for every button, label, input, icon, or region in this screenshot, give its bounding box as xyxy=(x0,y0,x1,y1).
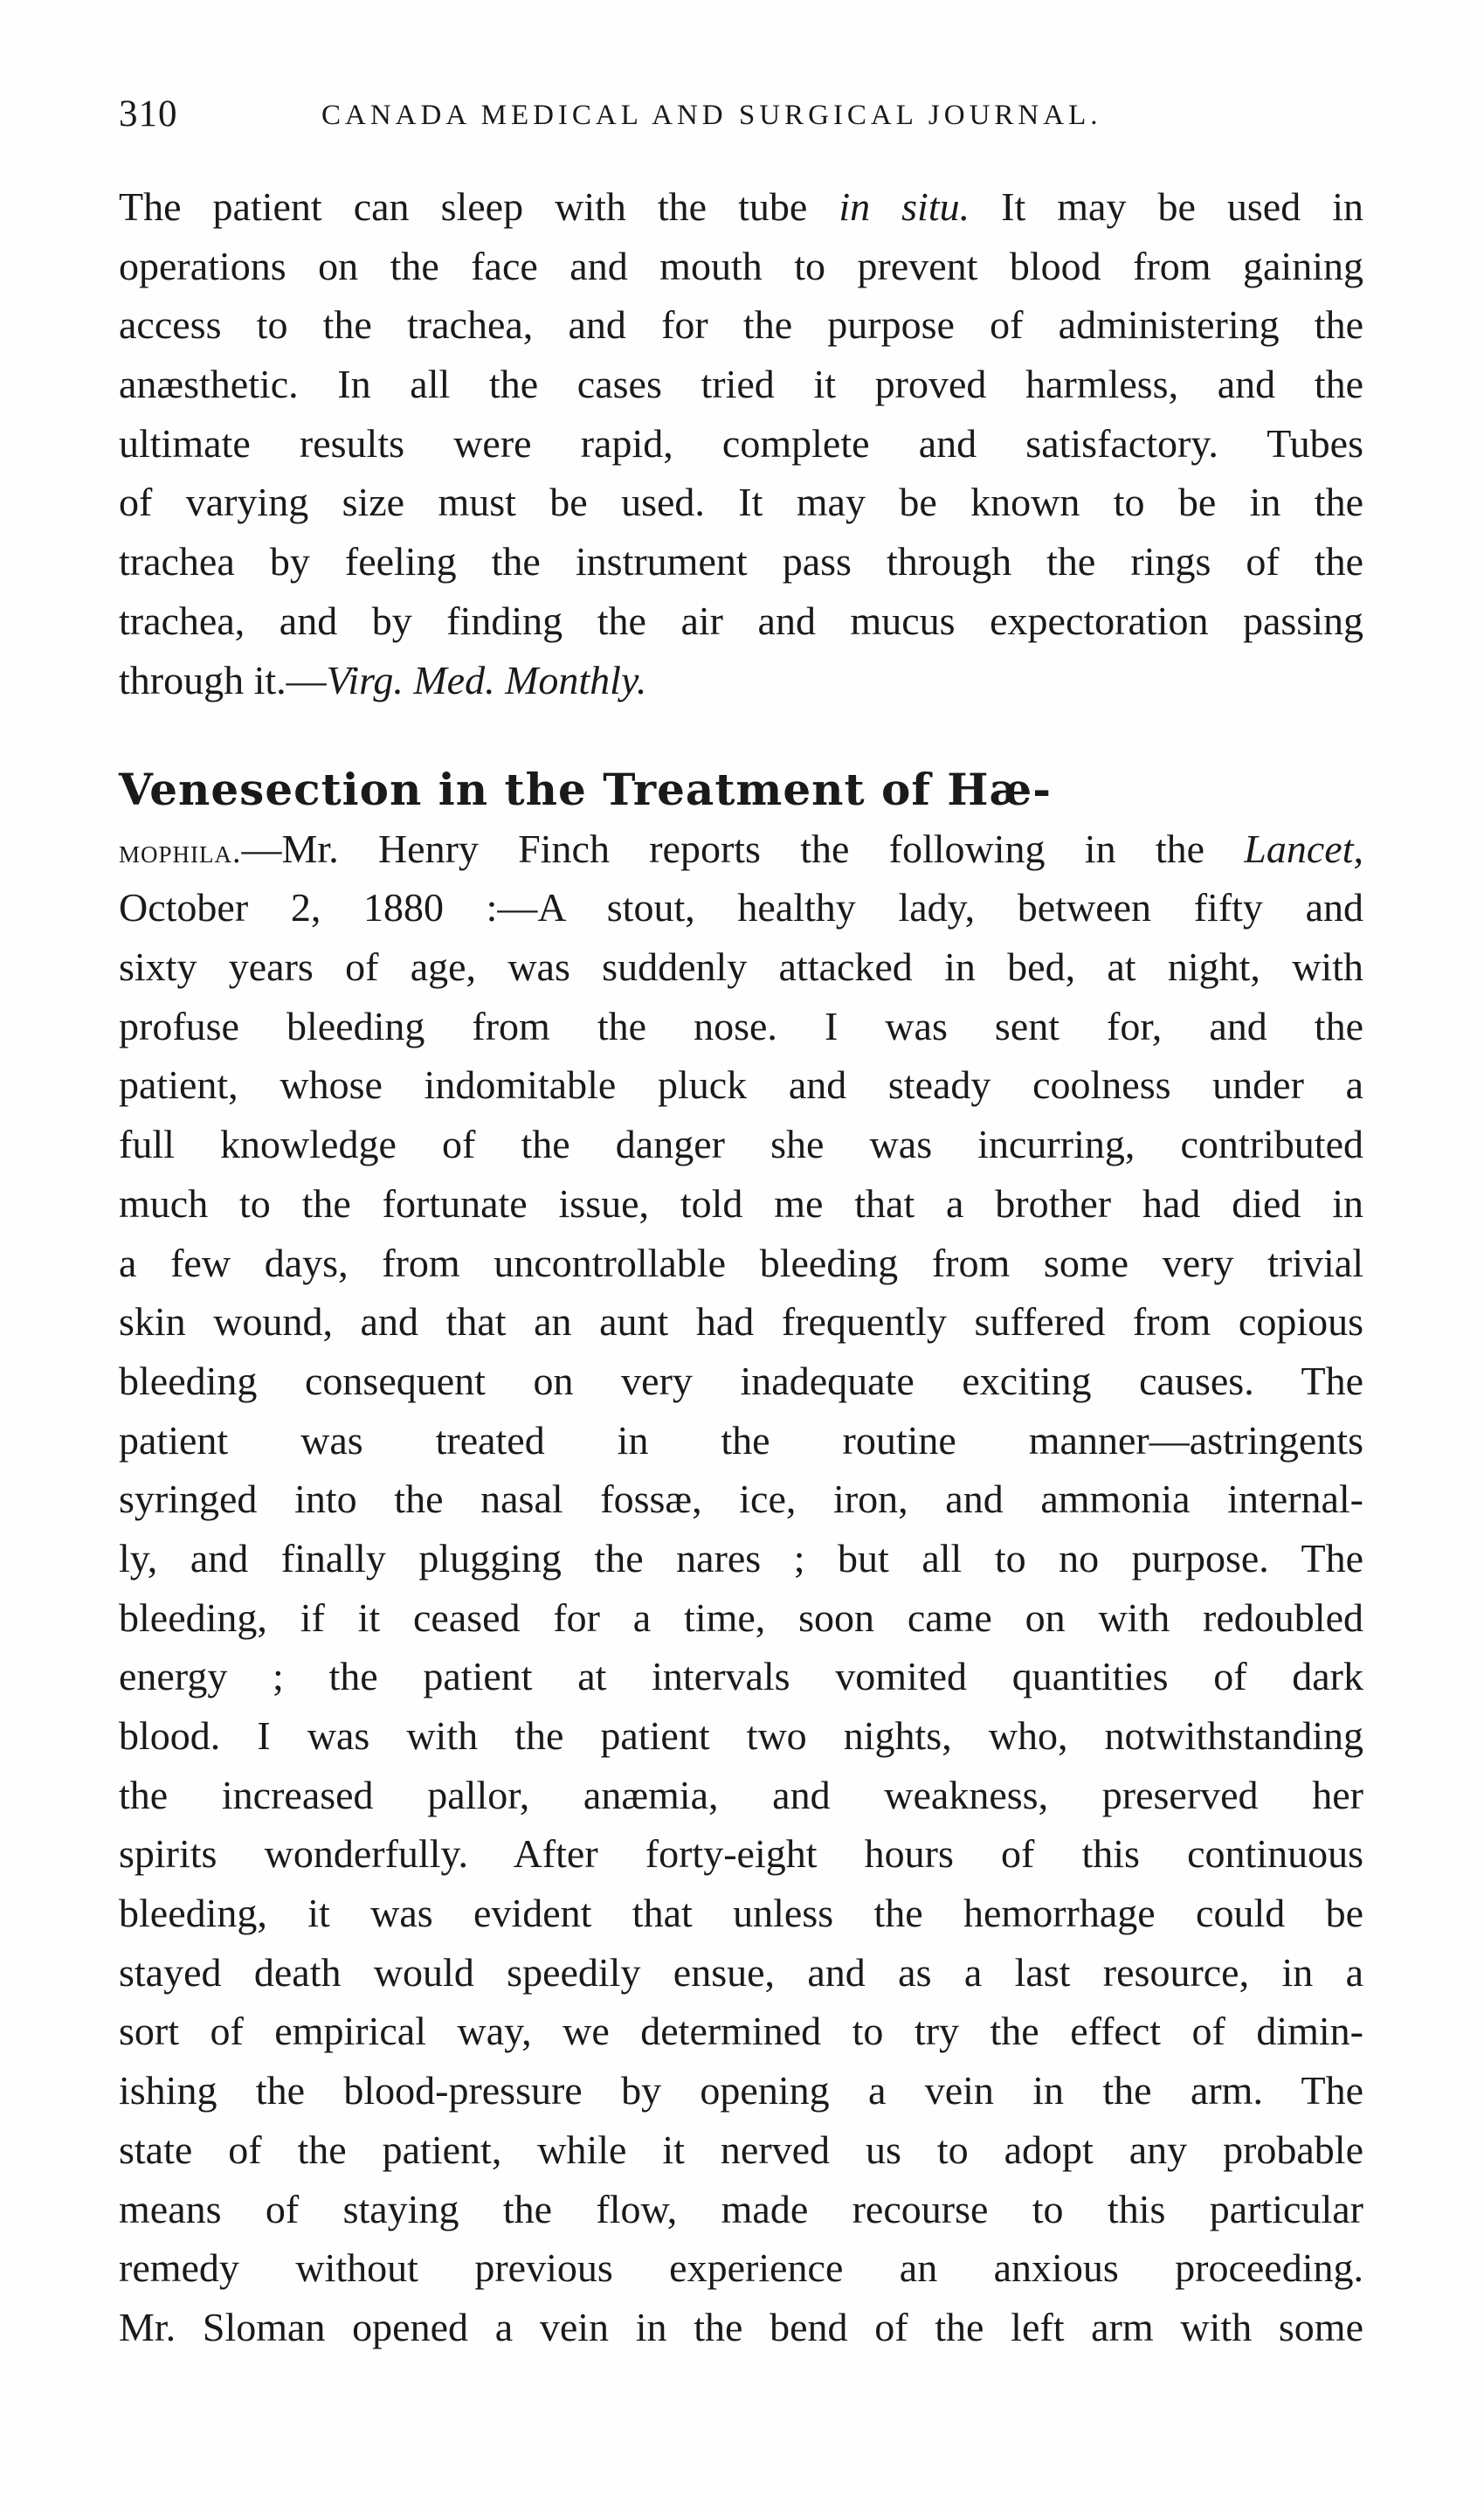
text-line: trachea by feeling the instrument pass through the rings of the xyxy=(119,539,1363,585)
text-line: mophila.—Mr. Henry Finch reports the following in the Lancet, xyxy=(119,826,1363,871)
text-line: anæsthetic. In all the cases tried it proved harmless, and the xyxy=(119,362,1363,407)
text-line: sixty years of age, was suddenly attacked in bed, at night, with xyxy=(119,944,1363,990)
text-line: blood. I was with the patient two nights, who, notwithstanding xyxy=(119,1713,1363,1758)
article-heading: Venesection in the Treatment of Hæ- xyxy=(119,764,1053,815)
text-line: remedy without previous experience an anxious proceeding. xyxy=(119,2245,1363,2291)
text-line: the increased pallor, anæmia, and weakness, preserved her xyxy=(119,1772,1363,1817)
text-line: state of the patient, while it nerved us to adopt any probable xyxy=(119,2127,1363,2172)
text-line: bleeding, if it ceased for a time, soon came on with redoubled xyxy=(119,1594,1363,1640)
citation-line: through it.—Virg. Med. Monthly. xyxy=(119,657,647,702)
text-line: Mr. Sloman opened a vein in the bend of the left arm with some xyxy=(119,2304,1363,2349)
text-line: ishing the blood-pressure by opening a vein in the arm. The xyxy=(119,2068,1363,2113)
text-line: sort of empirical way, we determined to try the effect of dimin- xyxy=(119,2009,1363,2054)
text-line: syringed into the nasal fossæ, ice, iron, and ammonia internal- xyxy=(119,1477,1363,1522)
text-line: a few days, from uncontrollable bleeding from some very trivial xyxy=(119,1240,1363,1285)
journal-reference: Lancet, xyxy=(1244,826,1363,871)
text-line: profuse bleeding from the nose. I was sent for, and the xyxy=(119,1003,1363,1048)
running-head xyxy=(119,93,1359,145)
text-line: spirits wonderfully. After forty-eight hours of this continuous xyxy=(119,1831,1363,1877)
text-line: October 2, 1880 :—A stout, healthy lady, between fifty and xyxy=(119,885,1363,930)
text-line: The patient can sleep with the tube in situ. It may be used in xyxy=(119,184,1364,229)
heading-continuation: mophila. xyxy=(119,833,242,870)
text-line: patient, whose indomitable pluck and steady coolness under a xyxy=(119,1062,1363,1108)
text-line: ultimate results were rapid, complete and satisfactory. Tubes xyxy=(119,420,1363,466)
text-line: ly, and finally plugging the nares ; but all to no purpose. The xyxy=(119,1535,1363,1581)
article-venesection xyxy=(119,760,1363,2357)
citation-source: Virg. Med. Monthly. xyxy=(326,657,647,702)
text-line: skin wound, and that an aunt had frequently suffered from copious xyxy=(119,1299,1363,1345)
journal-title: CANADA MEDICAL AND SURGICAL JOURNAL. xyxy=(321,100,1102,131)
text-line: means of staying the flow, made recourse to this particular xyxy=(119,2186,1363,2231)
text-line: bleeding consequent on very inadequate exciting causes. The xyxy=(119,1358,1363,1403)
text-line: stayed death would speedily ensue, and as a last resource, in a xyxy=(119,1949,1363,1995)
text-line: operations on the face and mouth to prevent blood from gaining xyxy=(119,243,1363,288)
text-line: much to the fortunate issue, told me that a brother had died in xyxy=(119,1180,1363,1226)
text-line: bleeding, it was evident that unless the hemorrhage could be xyxy=(119,1891,1363,1936)
page-number: 310 xyxy=(119,93,178,135)
paragraph-tracheal-tube xyxy=(119,177,1363,709)
text-line: patient was treated in the routine manner—astringents xyxy=(119,1417,1363,1463)
text-line: full knowledge of the danger she was incurring, contributed xyxy=(119,1122,1363,1167)
text-line: access to the trachea, and for the purpose of administering the xyxy=(119,302,1363,348)
text-line: of varying size must be used. It may be known to be in the xyxy=(119,480,1363,525)
text-line: trachea, and by finding the air and mucus expectoration passing xyxy=(119,598,1363,643)
italic-phrase: in situ. xyxy=(839,184,970,229)
article-heading-line xyxy=(119,760,1363,820)
text-line: energy ; the patient at intervals vomited quantities of dark xyxy=(119,1654,1363,1699)
